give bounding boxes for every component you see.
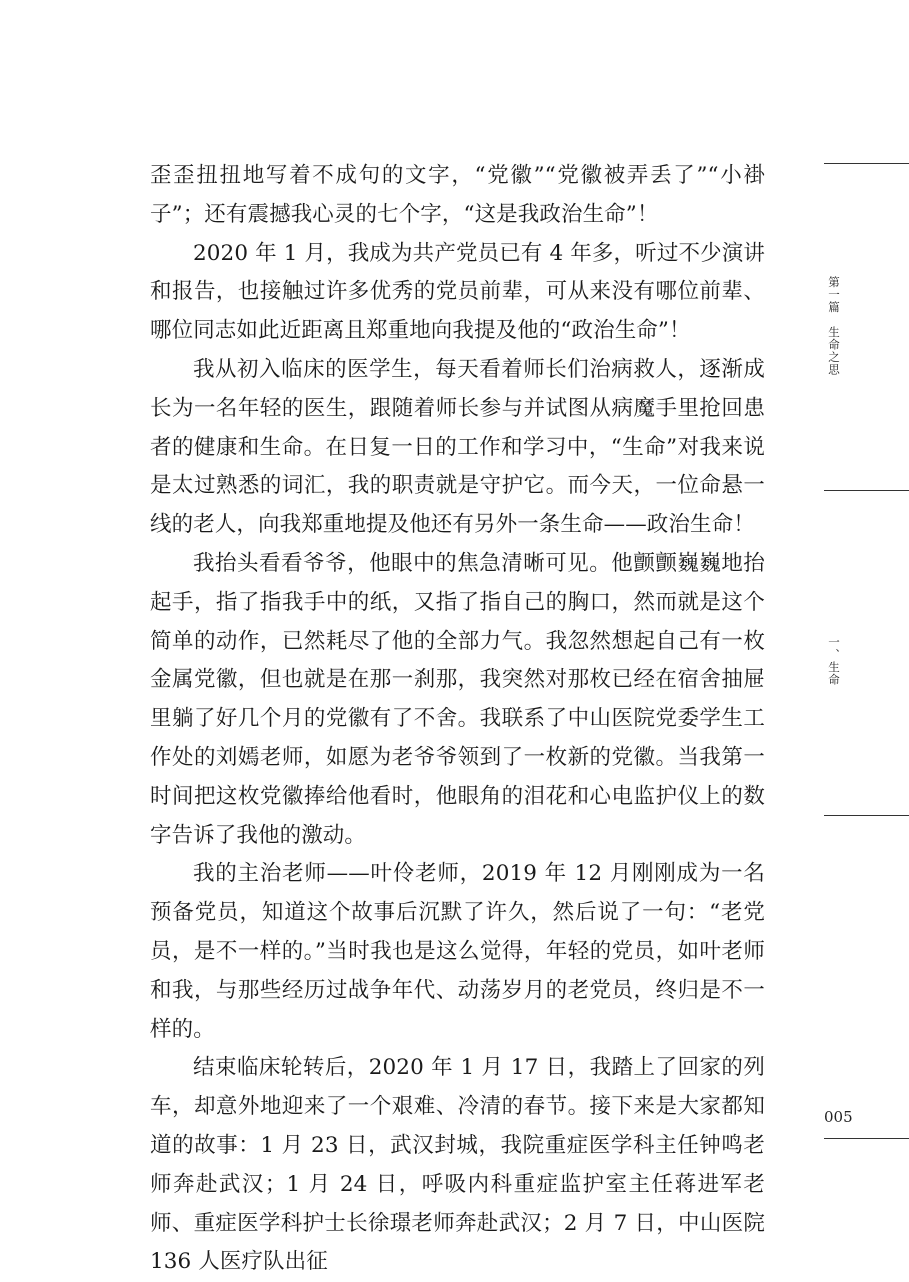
section-label: 一、生命 — [827, 636, 841, 686]
body-text — [150, 157, 765, 1282]
margin-rule-lower — [824, 815, 909, 816]
paragraph-1: 歪歪扭扭地写着不成句的文字，“党徽”“党徽被弄丢了”“小褂子”；还有震撼我心灵的七个字，“这是我政治生命”！ — [150, 163, 765, 227]
part-label: 第一篇 生命之思 — [827, 276, 841, 376]
margin-rule-top — [824, 163, 909, 164]
margin-rule-middle — [824, 490, 909, 491]
margin-rule-bottom — [824, 1138, 909, 1139]
paragraph-3: 我从初入临床的医学生，每天看着师长们治病救人，逐渐成长为一名年轻的医生，跟随着师长参与并试图从病魔手里抢回患者的健康和生命。在日复一日的工作和学习中，“生命”对我来说是太过熟悉的词汇，我的职责就是守护它。而今天，一位命悬一线的老人，向我郑重地提及他还有另外一条生命——政治生命！ — [150, 356, 765, 538]
paragraph-6: 结束临床轮转后，2020 年 1 月 17 日，我踏上了回家的列车，却意外地迎来了一个艰难、冷清的春节。接下来是大家都知道的故事：1 月 23 日，武汉封城，我院重症医学科主任钟鸣老师奔赴武汉；1 月 24 日，呼吸内科重症监护室主任蒋进军老师、重症医学科护士长徐璟老师奔赴武汉；2 月 7 日，中山医院 136 人医疗队出征 — [150, 1055, 765, 1275]
page-number: 005 — [824, 1108, 853, 1126]
paragraph-5: 我的主治老师——叶伶老师，2019 年 12 月刚刚成为一名预备党员，知道这个故事后沉默了许久，然后说了一句：“老党员，是不一样的。”当时我也是这么觉得，年轻的党员，如叶老师和我，与那些经历过战争年代、动荡岁月的老党员，终归是不一样的。 — [150, 861, 765, 1042]
paragraph-2: 2020 年 1 月，我成为共产党员已有 4 年多，听过不少演讲和报告，也接触过许多优秀的党员前辈，可从来没有哪位前辈、哪位同志如此近距离且郑重地向我提及他的“政治生命”！ — [150, 240, 765, 344]
paragraph-4: 我抬头看看爷爷，他眼中的焦急清晰可见。他颤颤巍巍地抬起手，指了指我手中的纸，又指了指自己的胸口，然而就是这个简单的动作，已然耗尽了他的全部力气。我忽然想起自己有一枚金属党徽，但也就是在那一刹那，我突然对那枚已经在宿舍抽屉里躺了好几个月的党徽有了不舍。我联系了中山医院党委学生工作处的刘嫣老师，如愿为老爷爷领到了一枚新的党徽。当我第一时间把这枚党徽捧给他看时，他眼角的泪花和心电监护仪上的数字告诉了我他的激动。 — [150, 550, 765, 848]
